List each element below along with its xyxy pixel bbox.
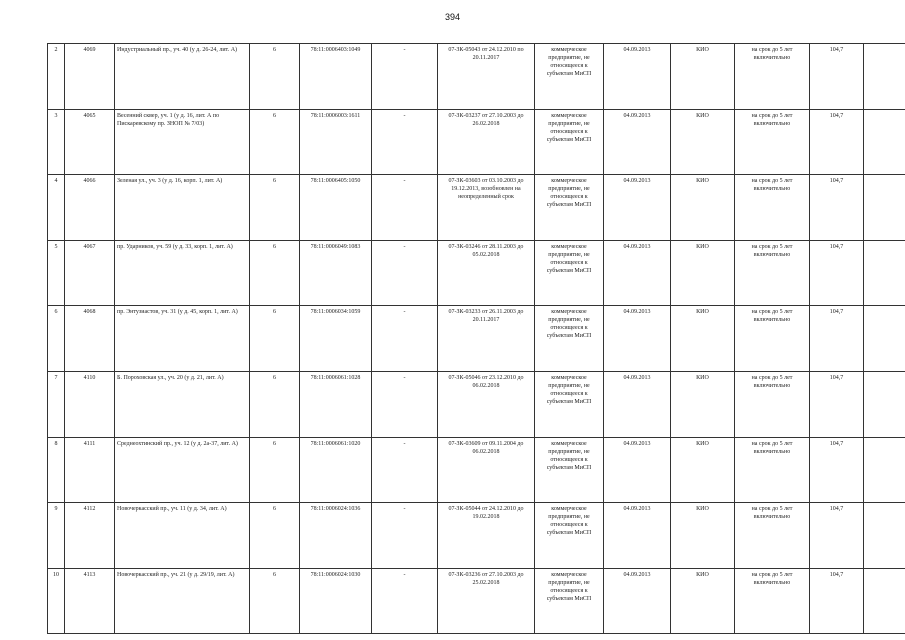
extra-cell: [864, 437, 905, 503]
row-number: 10: [48, 568, 65, 634]
organization: КИО: [671, 371, 735, 437]
district-code: 6: [250, 175, 300, 241]
subject-type: коммерческое предприятие, не относящееся к субъектам МиСП: [535, 437, 604, 503]
district-code: 6: [250, 240, 300, 306]
area-value: 104,7: [810, 109, 864, 175]
organization: КИО: [671, 44, 735, 110]
row-number: 6: [48, 306, 65, 372]
contract-info: 07-ЗК-05044 от 24.12.2010 до 19.02.2018: [438, 503, 535, 569]
cadastral-number: 78:11:0006034:1059: [300, 306, 372, 372]
district-code: 6: [250, 371, 300, 437]
district-code: 6: [250, 306, 300, 372]
subject-type: коммерческое предприятие, не относящееся к субъектам МиСП: [535, 240, 604, 306]
table-row: [48, 306, 905, 372]
empty-mark: -: [372, 109, 438, 175]
term-cell: на срок до 5 лет включительно: [735, 503, 810, 569]
area-value: 104,7: [810, 240, 864, 306]
district-code: 6: [250, 503, 300, 569]
address-cell: Индустриальный пр., уч. 40 (у д. 26-24, лит. А): [115, 44, 250, 110]
table-row: [48, 175, 905, 241]
cadastral-number: 78:11:0006061:1020: [300, 437, 372, 503]
address-cell: Зеленая ул., уч. 3 (у д. 16, корп. 1, лит. А): [115, 175, 250, 241]
extra-cell: [864, 371, 905, 437]
contract-info: 07-ЗК-03609 от 09.11.2004 до 06.02.2018: [438, 437, 535, 503]
area-value: 104,7: [810, 437, 864, 503]
cadastral-number: 78:11:0006403:1049: [300, 44, 372, 110]
table-row: [48, 240, 905, 306]
cadastral-number: 78:11:0006003:1611: [300, 109, 372, 175]
cadastral-number: 78:11:0006049:1083: [300, 240, 372, 306]
subject-type: коммерческое предприятие, не относящееся к субъектам МиСП: [535, 503, 604, 569]
decision-date: 04.09.2013: [604, 503, 671, 569]
term-cell: на срок до 5 лет включительно: [735, 44, 810, 110]
extra-cell: [864, 503, 905, 569]
address-cell: Новочеркасский пр., уч. 21 (у д. 29/19, лит. А): [115, 568, 250, 634]
district-code: 6: [250, 568, 300, 634]
organization: КИО: [671, 175, 735, 241]
registry-number: 4112: [65, 503, 115, 569]
address-cell: Новочеркасский пр., уч. 11 (у д. 34, лит. А): [115, 503, 250, 569]
decision-date: 04.09.2013: [604, 44, 671, 110]
subject-type: коммерческое предприятие, не относящееся к субъектам МиСП: [535, 306, 604, 372]
organization: КИО: [671, 437, 735, 503]
contract-info: 07-ЗК-03237 от 27.10.2003 до 26.02.2018: [438, 109, 535, 175]
district-code: 6: [250, 437, 300, 503]
decision-date: 04.09.2013: [604, 437, 671, 503]
address-cell: Среднеохтинский пр., уч. 12 (у д. 2а-37, лит. А): [115, 437, 250, 503]
area-value: 104,7: [810, 306, 864, 372]
registry-number: 4068: [65, 306, 115, 372]
empty-mark: -: [372, 371, 438, 437]
term-cell: на срок до 5 лет включительно: [735, 306, 810, 372]
registry-number: 4113: [65, 568, 115, 634]
row-number: 4: [48, 175, 65, 241]
table-row: [48, 371, 905, 437]
registry-number: 4067: [65, 240, 115, 306]
district-code: 6: [250, 109, 300, 175]
subject-type: коммерческое предприятие, не относящееся к субъектам МиСП: [535, 175, 604, 241]
page-number: 394: [444, 12, 461, 22]
table-row: [48, 437, 905, 503]
empty-mark: -: [372, 503, 438, 569]
term-cell: на срок до 5 лет включительно: [735, 240, 810, 306]
table-row: [48, 109, 905, 175]
empty-mark: -: [372, 175, 438, 241]
extra-cell: [864, 109, 905, 175]
subject-type: коммерческое предприятие, не относящееся к субъектам МиСП: [535, 568, 604, 634]
registry-number: 4110: [65, 371, 115, 437]
subject-type: коммерческое предприятие, не относящееся к субъектам МиСП: [535, 44, 604, 110]
extra-cell: [864, 44, 905, 110]
decision-date: 04.09.2013: [604, 306, 671, 372]
decision-date: 04.09.2013: [604, 175, 671, 241]
decision-date: 04.09.2013: [604, 568, 671, 634]
address-cell: Б. Пороховская ул., уч. 20 (у д. 21, лит. А): [115, 371, 250, 437]
organization: КИО: [671, 240, 735, 306]
table-row: [48, 568, 905, 634]
address-cell: Весенний сквер, уч. 1 (у д. 16, лит. А по Пискаревскому пр. ЗНОП № 7/03): [115, 109, 250, 175]
area-value: 104,7: [810, 175, 864, 241]
cadastral-number: 78:11:0006061:1028: [300, 371, 372, 437]
area-value: 104,7: [810, 503, 864, 569]
contract-info: 07-ЗК-05043 от 24.12.2010 по 20.11.2017: [438, 44, 535, 110]
term-cell: на срок до 5 лет включительно: [735, 175, 810, 241]
registry-table: [47, 43, 905, 634]
empty-mark: -: [372, 44, 438, 110]
table-row: [48, 503, 905, 569]
extra-cell: [864, 175, 905, 241]
row-number: 7: [48, 371, 65, 437]
contract-info: 07-ЗК-03246 от 28.11.2003 до 05.02.2018: [438, 240, 535, 306]
registry-number: 4065: [65, 109, 115, 175]
address-cell: пр. Ударников, уч. 59 (у д. 33, корп. 1, лит. А): [115, 240, 250, 306]
row-number: 8: [48, 437, 65, 503]
organization: КИО: [671, 568, 735, 634]
row-number: 2: [48, 44, 65, 110]
term-cell: на срок до 5 лет включительно: [735, 371, 810, 437]
extra-cell: [864, 240, 905, 306]
address-cell: пр. Энтузиастов, уч. 31 (у д. 45, корп. 1, лит. А): [115, 306, 250, 372]
empty-mark: -: [372, 437, 438, 503]
empty-mark: -: [372, 306, 438, 372]
cadastral-number: 78:11:0006024:1030: [300, 568, 372, 634]
district-code: 6: [250, 44, 300, 110]
registry-number: 4066: [65, 175, 115, 241]
area-value: 104,7: [810, 568, 864, 634]
area-value: 104,7: [810, 371, 864, 437]
decision-date: 04.09.2013: [604, 240, 671, 306]
cadastral-number: 78:11:0006405:1050: [300, 175, 372, 241]
registry-number: 4111: [65, 437, 115, 503]
empty-mark: -: [372, 240, 438, 306]
registry-number: 4069: [65, 44, 115, 110]
organization: КИО: [671, 306, 735, 372]
decision-date: 04.09.2013: [604, 109, 671, 175]
contract-info: 07-ЗК-03236 от 27.10.2003 до 25.02.2018: [438, 568, 535, 634]
contract-info: 07-ЗК-03233 от 26.11.2003 до 20.11.2017: [438, 306, 535, 372]
row-number: 3: [48, 109, 65, 175]
decision-date: 04.09.2013: [604, 371, 671, 437]
organization: КИО: [671, 503, 735, 569]
organization: КИО: [671, 109, 735, 175]
subject-type: коммерческое предприятие, не относящееся к субъектам МиСП: [535, 371, 604, 437]
term-cell: на срок до 5 лет включительно: [735, 109, 810, 175]
empty-mark: -: [372, 568, 438, 634]
term-cell: на срок до 5 лет включительно: [735, 568, 810, 634]
table-row: [48, 44, 905, 110]
area-value: 104,7: [810, 44, 864, 110]
row-number: 5: [48, 240, 65, 306]
cadastral-number: 78:11:0006024:1036: [300, 503, 372, 569]
contract-info: 07-ЗК-05046 от 23.12.2010 до 06.02.2018: [438, 371, 535, 437]
row-number: 9: [48, 503, 65, 569]
term-cell: на срок до 5 лет включительно: [735, 437, 810, 503]
subject-type: коммерческое предприятие, не относящееся к субъектам МиСП: [535, 109, 604, 175]
contract-info: 07-ЗК-03603 от 03.10.2003 до 19.12.2013, возобновлен на неопределенный срок: [438, 175, 535, 241]
extra-cell: [864, 568, 905, 634]
extra-cell: [864, 306, 905, 372]
